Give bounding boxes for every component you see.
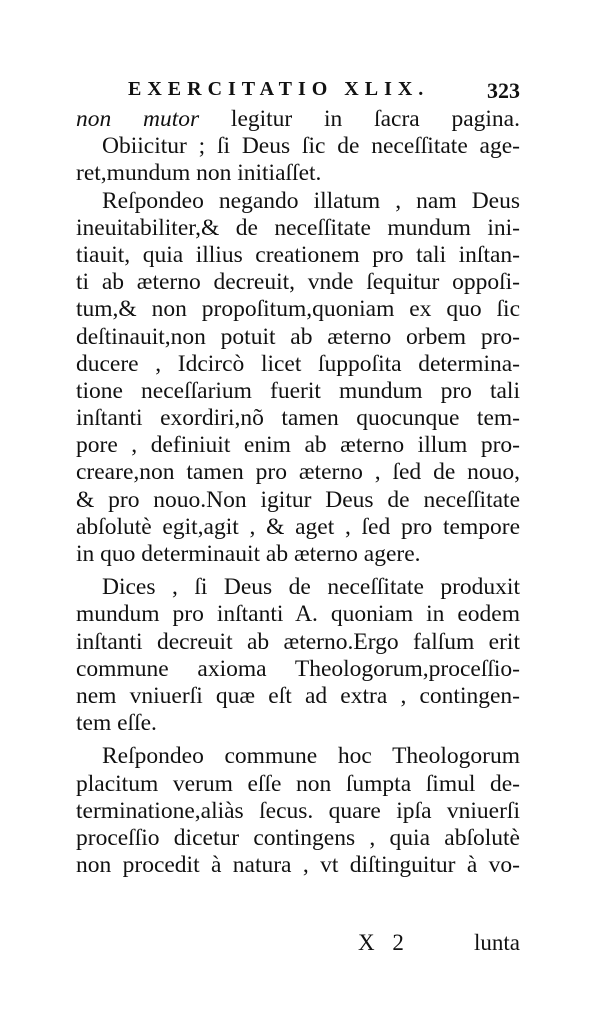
text-line: tiauit, quia illius creationem pro tali inſtan- (76, 241, 520, 268)
body-text (76, 106, 520, 879)
text-line: nem vniuerſi quæ eſt ad extra , contingen- (76, 682, 520, 709)
catchword: lunta (474, 930, 520, 955)
text-line: pore , definiuit enim ab æterno illum pro- (76, 432, 520, 459)
page-footer (76, 930, 520, 962)
text-line: tem eſſe. (76, 710, 157, 737)
text-line: terminatione,aliàs ſecus. quare ipſa vniuerſi (76, 797, 520, 824)
text-line: ducere , Idcircò licet ſuppoſita determina- (76, 350, 520, 377)
text-line: non procedit à natura , vt diſtinguitur à vo- (76, 852, 520, 879)
text-line: & pro nouo.Non igitur Deus de neceſſitate (76, 486, 520, 513)
text-line: proceſſio dicetur contingens , quia abſolutè (76, 824, 520, 851)
signature-mark: X 2 (358, 930, 410, 955)
text-line: commune axioma Theologorum,proceſſio- (76, 655, 520, 682)
text-line: placitum verum eſſe non ſumpta ſimul de- (76, 770, 520, 797)
text-line: Reſpondeo negando illatum , nam Deus (102, 187, 520, 214)
text-line: creare,non tamen pro æterno , ſed de nouo, (76, 459, 520, 486)
text-line: deſtinauit,non potuit ab æterno orbem pro- (76, 323, 520, 350)
text-line: tione neceſſarium fuerit mundum pro tali (76, 377, 520, 404)
text-line (76, 106, 520, 133)
text-line-rest: legitur in ſacra pagina. (199, 106, 520, 132)
text-line: tum,& non propoſitum,quoniam ex quo ſic (76, 296, 520, 323)
text-line: mundum pro inſtanti A. quoniam in eodem (76, 601, 520, 628)
text-line: inſtanti exordiri,nõ tamen quocunque tem- (76, 405, 520, 432)
running-title: EXERCITATIO XLIX. (128, 78, 430, 100)
text-line: ti ab æterno decreuit, vnde ſequitur oppoſi- (76, 269, 520, 296)
text-line: abſolutè egit,agit , & aget , ſed pro tempore (76, 513, 520, 540)
text-line: Obiicitur ; ſi Deus ſic de neceſſitate age- (102, 133, 520, 160)
text-line: in quo determinauit ab æterno agere. (76, 541, 421, 567)
text-line: Reſpondeo commune hoc Theologorum (102, 743, 520, 770)
page-number: 323 (487, 78, 520, 103)
text-line: Dices , ſi Deus de neceſſitate produxit (102, 574, 520, 601)
italic-term: non mutor (76, 106, 200, 132)
page-header (128, 78, 520, 108)
text-line: inſtanti decreuit ab æterno.Ergo falſum erit (76, 628, 520, 655)
text-line: ret,mundum non initiaſſet. (76, 160, 322, 187)
text-line: ineuitabiliter,& de neceſſitate mundum ini- (76, 214, 520, 241)
